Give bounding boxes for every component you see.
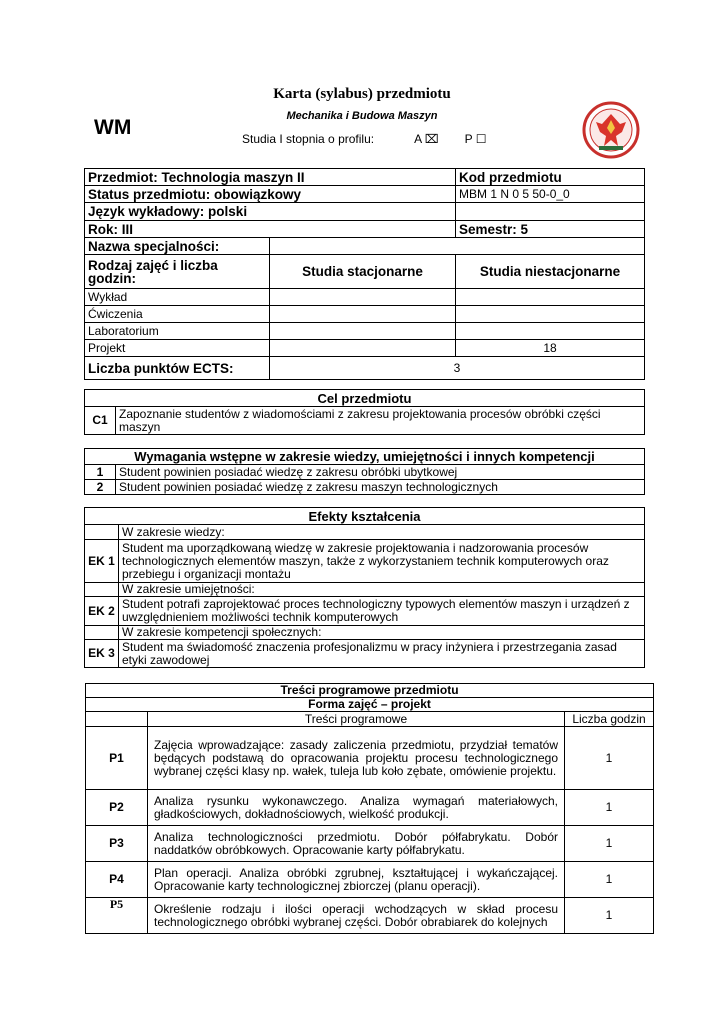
prerequisites-header: Wymagania wstępne w zakresie wiedzy, umiejętności i innych kompetencji	[85, 449, 645, 465]
class-form: Forma zajęć – projekt	[86, 698, 654, 712]
class-type-exercises: Ćwiczenia	[85, 306, 270, 323]
class-type-project: Projekt	[85, 340, 270, 357]
content-code: P3	[86, 826, 148, 862]
content-hours: 1	[565, 727, 654, 790]
outcome-group-label: W zakresie umiejętności:	[119, 583, 645, 597]
content-code: P1	[86, 727, 148, 790]
outcome-text: Student potrafi zaprojektować proces technologiczny typowych elementów maszyn i urządzeń z uwzględnieniem możliwości technik komputerowych	[119, 597, 645, 626]
content-code: P4	[86, 862, 148, 898]
subject-code: MBM 1 N 0 5 50-0_0	[456, 186, 645, 203]
outcome-text: Student ma świadomość znaczenia profesjonalizmu w pracy inżyniera i przestrzegania zasad etyki zawodowej	[119, 640, 645, 668]
profile-p: P	[464, 132, 473, 146]
prerequisite-item: Student powinien posiadać wiedzę z zakresu maszyn technologicznych	[116, 480, 645, 495]
university-logo	[582, 100, 640, 160]
specialty-label: Nazwa specjalności:	[85, 238, 270, 255]
full-time-header: Studia stacjonarne	[270, 255, 456, 289]
learning-outcomes-table	[84, 507, 645, 668]
content-text: Plan operacji. Analiza obróbki zgrubnej, kształtującej i wykańczającej. Opracowanie karty technologicznej zbiorczej (planu operacji).	[148, 862, 565, 898]
document-subtitle: Mechanika i Budowa Maszyn	[286, 110, 438, 122]
prerequisite-item: Student powinien posiadać wiedzę z zakresu obróbki ubytkowej	[116, 465, 645, 480]
content-column-header: Treści programowe	[148, 712, 565, 727]
prerequisites-table: Wymagania wstępne w zakresie wiedzy, umiejętności i innych kompetencji 1 Student powinien posiadać wiedzę z zakresu obróbki ubytkowej 2 Student powinien posiadać wiedzę z zakresu maszyn technologicznych	[84, 448, 645, 495]
ects-value: 3	[270, 357, 645, 380]
content-text: Zajęcia wprowadzające: zasady zaliczenia przedmiotu, przydział tematów będących podstawą do opracowania projektu procesu technologicznego wybranej części klasy np. wałek, tuleja lub koło zębate, omówienie projektu.	[148, 727, 565, 790]
class-type-label: Rodzaj zajęć i liczba godzin:	[85, 255, 270, 289]
document-title: Karta (sylabus) przedmiotu	[273, 86, 451, 102]
wm-label: WM	[94, 116, 132, 139]
outcome-group-label: W zakresie wiedzy:	[119, 525, 645, 540]
outcome-group-label: W zakresie kompetencji społecznych:	[119, 626, 645, 640]
outcome-code: EK 2	[85, 597, 119, 626]
content-hours: 1	[565, 826, 654, 862]
program-content-table	[85, 683, 654, 934]
code-label: Kod przedmiotu	[456, 169, 645, 186]
profile-a: A	[414, 132, 422, 146]
subject-year: Rok: III	[85, 221, 456, 238]
profile-label: Studia I stopnia o profilu:	[242, 132, 375, 146]
class-type-lecture: Wykład	[85, 289, 270, 306]
objective-text: Zapoznanie studentów z wiadomościami z zakresu projektowania procesów obróbki części maszyn	[116, 407, 645, 435]
subject-language: Język wykładowy: polski	[85, 203, 456, 221]
outcomes-header: Efekty kształcenia	[85, 508, 645, 525]
profile-line	[242, 132, 487, 146]
checked-box-icon: ⌧	[424, 132, 439, 146]
program-header: Treści programowe przedmiotu	[86, 684, 654, 698]
content-text: Określenie rodzaju i ilości operacji wchodzących w skład procesu technologicznego obróbki wybranej części. Dobór obrabiarek do kolejnych	[148, 898, 565, 934]
outcome-text: Student ma uporządkowaną wiedzę w zakresie projektowania i nadzorowania procesów technologicznych elementów maszyn, także z wykorzystaniem technik komputerowych oraz przebiegu i organizacji montażu	[119, 540, 645, 583]
unchecked-box-icon: ☐	[475, 132, 487, 146]
outcome-code: EK 1	[85, 540, 119, 583]
content-hours: 1	[565, 790, 654, 826]
project-hours: 18	[456, 340, 645, 357]
objective-header: Cel przedmiotu	[85, 390, 645, 407]
content-code: P5	[86, 898, 148, 934]
hours-column-header: Liczba godzin	[565, 712, 654, 727]
outcome-code: EK 3	[85, 640, 119, 668]
part-time-header: Studia niestacjonarne	[456, 255, 645, 289]
content-text: Analiza technologiczności przedmiotu. Dobór półfabrykatu. Dobór naddatków obróbkowych. Opracowanie karty półfabrykatu.	[148, 826, 565, 862]
class-type-laboratory: Laboratorium	[85, 323, 270, 340]
ects-label: Liczba punktów ECTS:	[85, 357, 270, 380]
content-code: P2	[86, 790, 148, 826]
content-hours: 1	[565, 862, 654, 898]
info-table	[84, 168, 645, 380]
objective-table	[84, 389, 645, 435]
subject-status: Status przedmiotu: obowiązkowy	[85, 186, 456, 203]
content-text: Analiza rysunku wykonawczego. Analiza wymagań materiałowych, gładkościowych, dokładnościowych, wielkość produkcji.	[148, 790, 565, 826]
objective-code: C1	[85, 407, 116, 435]
subject-semester: Semestr: 5	[456, 221, 645, 238]
subject-name: Przedmiot: Technologia maszyn II	[85, 169, 456, 186]
content-hours: 1	[565, 898, 654, 934]
